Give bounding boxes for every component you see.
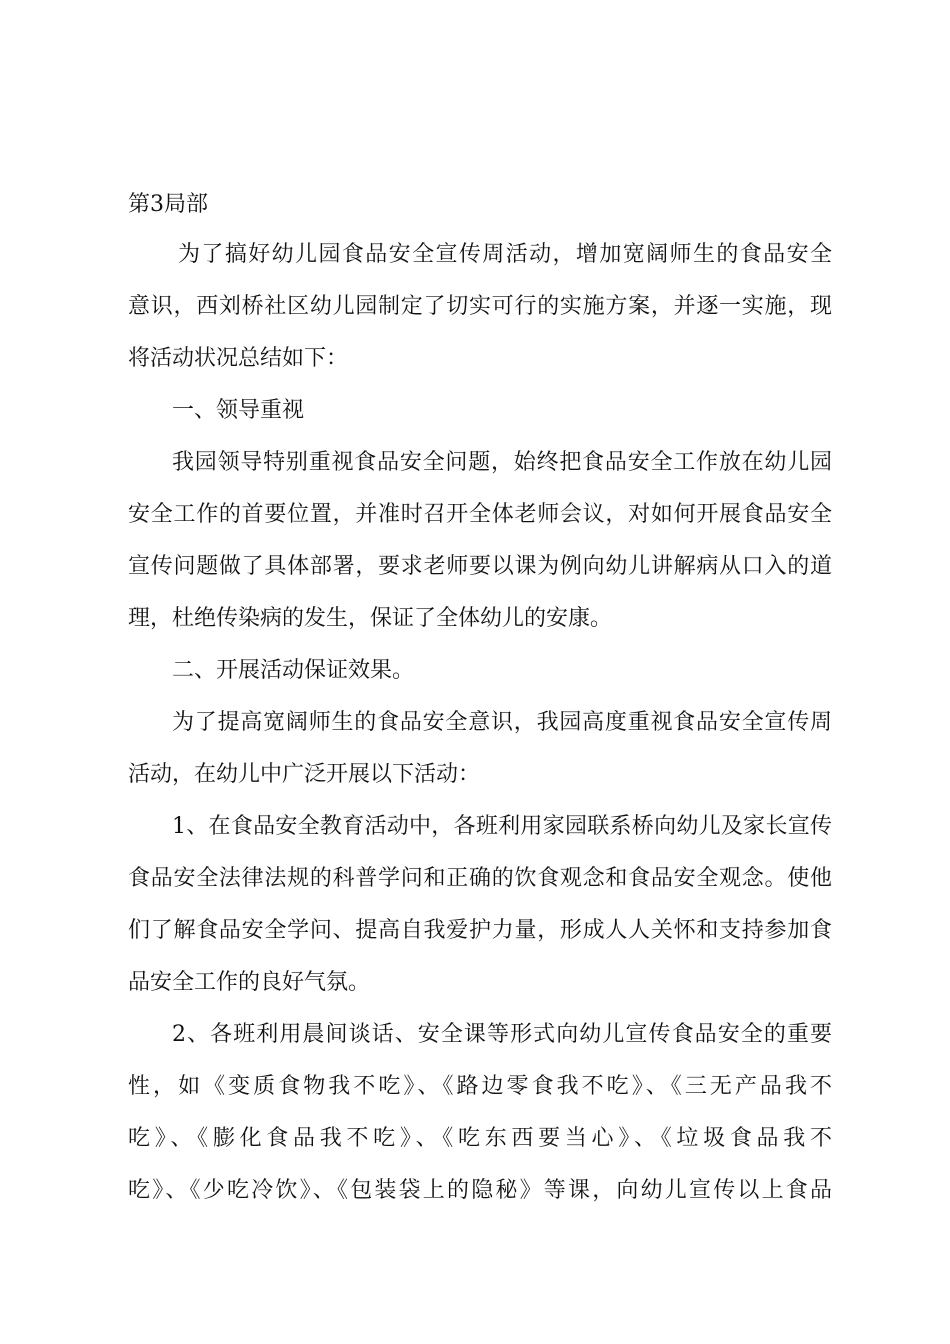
list-item-line: 1、在食品安全教育活动中，各班利用家园联系桥向幼儿及家长宣传 [172, 814, 832, 839]
list-item-line: 们了解食品安全学问、提高自我爱护力量，形成人人关怀和支持参加食 [128, 918, 832, 943]
list-item-line: 食品安全法律法规的科普学问和正确的饮食观念和食品安全观念。使他 [128, 866, 832, 891]
section-title-leadership: 一、领导重视 [172, 398, 305, 423]
list-item-line: 品安全工作的良好气氛。 [128, 970, 371, 995]
paragraph-line: 我园领导特别重视食品安全问题，始终把食品安全工作放在幼儿园 [172, 450, 832, 475]
list-item-line: 吃》、《少吃冷饮》、《包装袋上的隐秘》等课，向幼儿宣传以上食品 [128, 1178, 832, 1203]
paragraph-line: 活动，在幼儿中广泛开展以下活动： [128, 762, 481, 787]
paragraph-line: 安全工作的首要位置，并准时召开全体老师会议，对如何开展食品安全 [128, 502, 832, 527]
paragraph-line: 意识，西刘桥社区幼儿园制定了切实可行的实施方案，并逐一实施，现 [128, 294, 832, 319]
list-item-line: 性，如《变质食物我不吃》、《路边零食我不吃》、《三无产品我不 [128, 1074, 832, 1099]
section-heading: 第3局部 [128, 192, 208, 217]
paragraph-line: 理，杜绝传染病的发生，保证了全体幼儿的安康。 [128, 606, 613, 631]
paragraph-line: 为了提高宽阔师生的食品安全意识，我园高度重视食品安全宣传周 [172, 710, 832, 735]
list-item-line: 2、各班利用晨间谈话、安全课等形式向幼儿宣传食品安全的重要 [172, 1022, 832, 1047]
section-title-activities: 二、开展活动保证效果。 [172, 658, 415, 683]
list-item-line: 吃》、《膨化食品我不吃》、《吃东西要当心》、《垃圾食品我不 [128, 1126, 832, 1151]
paragraph-line: 宣传问题做了具体部署，要求老师要以课为例向幼儿讲解病从口入的道 [128, 554, 832, 579]
paragraph-line: 为了搞好幼儿园食品安全宣传周活动，增加宽阔师生的食品安全 [178, 242, 832, 267]
paragraph-line: 将活动状况总结如下： [128, 346, 349, 371]
